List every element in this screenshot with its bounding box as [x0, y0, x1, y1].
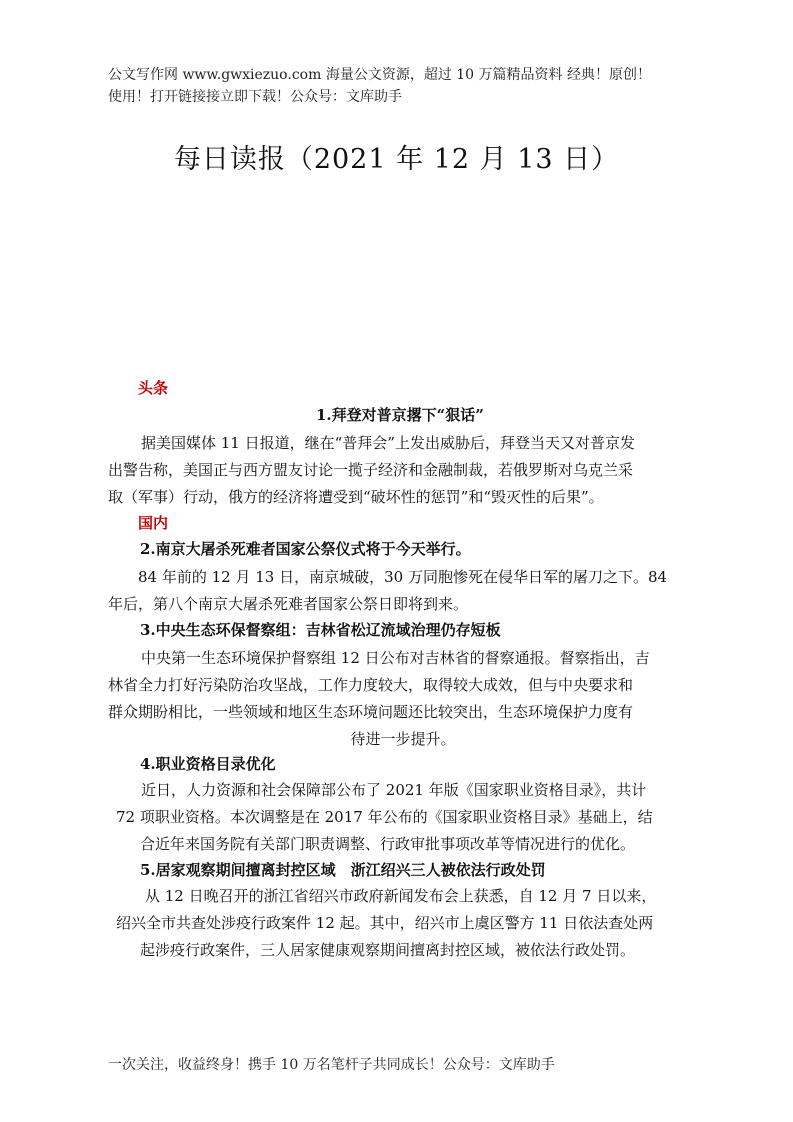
header-note-line-2: 使用！打开链接接立即下载！公众号：文库助手: [108, 89, 402, 105]
footer-note: 一次关注，收益终身！携手 10 万名笔杆子共同成长！公众号：文库助手: [108, 1057, 555, 1073]
item-2-line-1: 84 年前的 12 月 13 日，南京城破，30 万同胞惨死在侵华日军的屠刀之下。84: [138, 568, 668, 586]
item-5-line-1: 从 12 日晚召开的浙江省绍兴市政府新闻发布会上获悉，自 12 月 7 日以来，: [145, 887, 657, 905]
item-title-1: 1.拜登对普京撂下“狠话”: [316, 406, 484, 424]
item-title-5: 5.居家观察期间擅离封控区域 浙江绍兴三人被依法行政处罚: [140, 861, 546, 879]
section-label-headline: 头条: [138, 379, 169, 397]
item-body-4: [108, 777, 698, 858]
page-title: 每日读报（2021 年 12 月 13 日）: [173, 144, 620, 175]
section-label-domestic: 国内: [138, 514, 169, 532]
item-1-line-1: 据美国媒体 11 日报道，继在“普拜会”上发出威胁后，拜登当天又对普京发: [141, 434, 635, 452]
item-4-line-1: 近日，人力资源和社会保障部公布了 2021 年版《国家职业资格目录》，共计: [141, 781, 647, 799]
item-5-line-2: 绍兴全市共查处涉疫行政案件 12 起。其中，绍兴市上虞区警方 11 日依法查处两: [116, 914, 654, 932]
item-5-line-3: 起涉疫行政案件，三人居家健康观察期间擅离封控区域，被依法行政处罚。: [140, 941, 636, 959]
item-title-3: 3.中央生态环保督察组：吉林省松辽流域治理仍存短板: [140, 621, 501, 639]
item-1-line-3: 取（军事）行动，俄方的经济将遭受到“破坏性的惩罚”和“毁灭性的后果”。: [108, 488, 604, 506]
item-2-line-2: 年后，第八个南京大屠杀死难者国家公祭日即将到来。: [108, 595, 469, 613]
header-note: [108, 64, 708, 108]
item-title-2: 2.南京大屠杀死难者国家公祭仪式将于今天举行。: [140, 540, 471, 558]
item-body-3: [108, 645, 698, 753]
item-title-4: 4.职业资格目录优化: [140, 755, 276, 773]
item-body-2: [108, 564, 698, 618]
item-4-line-2: 72 项职业资格。本次调整是在 2017 年公布的《国家职业资格目录》基础上，结: [116, 808, 653, 826]
item-body-5: [108, 883, 698, 964]
item-3-line-1: 中央第一生态环境保护督察组 12 日公布对吉林省的督察通报。督察指出，吉: [141, 649, 650, 667]
item-body-1: [108, 430, 698, 511]
item-4-line-3: 合近年来国务院有关部门职责调整、行政审批事项改革等情况进行的优化。: [140, 835, 636, 853]
item-3-line-4: 待进一步提升。: [350, 730, 456, 748]
header-note-line-1: 公文写作网 www.gwxiezuo.com 海量公文资源，超过 10 万篇精品资料 经典！原创！: [108, 67, 651, 83]
item-3-line-2: 林省全力打好污染防治攻坚战，工作力度较大，取得较大成效，但与中央要求和: [108, 676, 634, 694]
item-1-line-2: 出警告称，美国正与西方盟友讨论一揽子经济和金融制裁，若俄罗斯对乌克兰采: [108, 461, 634, 479]
item-3-line-3: 群众期盼相比，一些领域和地区生态环境问题还比较突出，生态环境保护力度有: [108, 703, 634, 721]
